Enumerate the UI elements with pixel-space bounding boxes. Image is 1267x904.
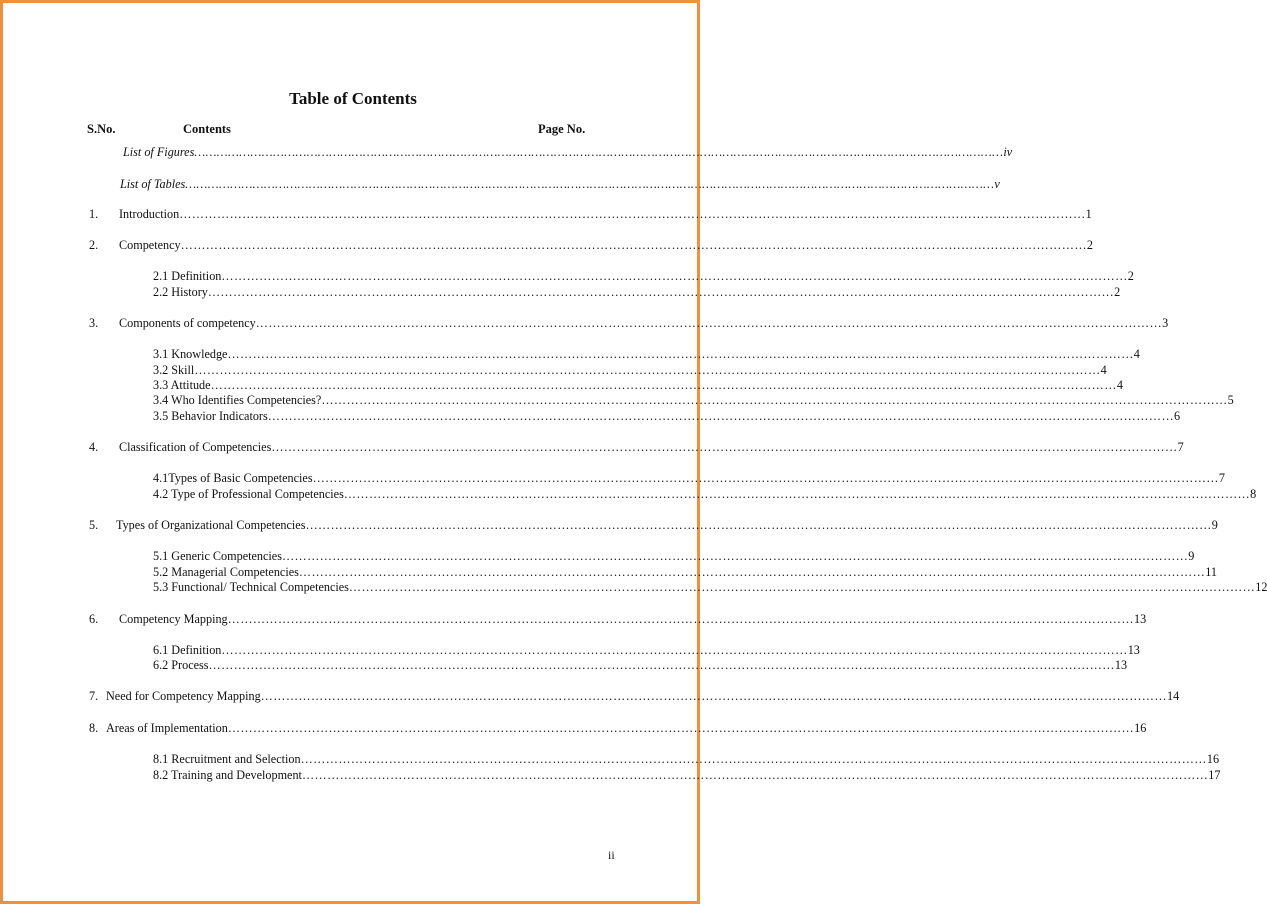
toc-entry-label: Types of Organizational Competencies — [116, 518, 306, 532]
toc-leader: ……………………………………………………………………………………………………………………………………………………………………………………………… — [343, 487, 1251, 501]
toc-entry-label: 4.2 Type of Professional Competencies — [153, 487, 344, 501]
toc-entry-5-3-functional[interactable] — [153, 580, 1267, 595]
toc-entry-6-1-definition[interactable] — [153, 643, 1140, 658]
toc-entry-label: Components of competency — [119, 316, 256, 330]
toc-section-number: 4. — [89, 440, 99, 454]
toc-leader: ……………………………………………………………………………………………………………………………………………………………………………………………… — [221, 643, 1128, 657]
toc-leader: ……………………………………………………………………………………………………………………………………………………………………………………………… — [185, 177, 995, 191]
toc-entry-page: 6 — [1174, 409, 1181, 423]
toc-section-number: 7. — [89, 689, 99, 703]
toc-entry-page: 9 — [1211, 518, 1218, 532]
toc-entry-4-2-professional[interactable] — [153, 487, 1257, 502]
toc-entry-page: 17 — [1208, 768, 1221, 782]
toc-leader: ……………………………………………………………………………………………………………………………………………………………………………………………… — [305, 518, 1212, 532]
toc-entry-list-of-tables[interactable] — [120, 177, 1000, 192]
header-sno: S.No. — [87, 122, 116, 136]
toc-entry-3-1-knowledge[interactable] — [153, 347, 1140, 362]
toc-entry-label: Need for Competency Mapping — [106, 689, 261, 703]
toc-leader: ……………………………………………………………………………………………………………………………………………………………………………………………… — [267, 409, 1175, 423]
toc-leader: ……………………………………………………………………………………………………………………………………………………………………………………………… — [221, 269, 1128, 283]
toc-leader: ……………………………………………………………………………………………………………………………………………………………………………………………… — [300, 752, 1207, 766]
toc-entry-label: Areas of Implementation — [106, 721, 228, 735]
toc-entry-page: 4 — [1133, 347, 1140, 361]
toc-entry-label: 2.1 Definition — [153, 269, 222, 283]
toc-entry-page: 16 — [1134, 721, 1147, 735]
toc-entry-5-2-managerial[interactable] — [153, 565, 1217, 580]
toc-entry-page: 4 — [1100, 363, 1107, 377]
toc-entry-8-2-training[interactable] — [153, 768, 1221, 783]
toc-entry-label: 4.1Types of Basic Competencies — [153, 471, 313, 485]
toc-entry-page: 9 — [1188, 549, 1195, 563]
toc-leader: ……………………………………………………………………………………………………………………………………………………………………………………………… — [271, 440, 1178, 454]
toc-leader: ……………………………………………………………………………………………………………………………………………………………………………………………… — [281, 549, 1189, 563]
toc-entry-page: 5 — [1227, 393, 1234, 407]
toc-entry-8-1-recruitment[interactable] — [153, 752, 1220, 767]
toc-entry-page: 13 — [1114, 658, 1128, 672]
toc-entry-label: List of Tables — [120, 177, 186, 191]
toc-leader: ……………………………………………………………………………………………………………………………………………………………………………………………… — [255, 316, 1163, 330]
toc-section-number: 5. — [89, 518, 99, 532]
toc-leader: ……………………………………………………………………………………………………………………………………………………………………………………………… — [260, 689, 1167, 703]
toc-entry-page: 2 — [1127, 269, 1134, 283]
toc-entry-page: 14 — [1166, 689, 1180, 703]
toc-entry-components-of-competency[interactable] — [119, 316, 1169, 331]
toc-entry-page: 12 — [1255, 580, 1267, 594]
toc-leader: ……………………………………………………………………………………………………………………………………………………………………………………………… — [348, 580, 1256, 594]
page-title: Table of Contents — [289, 89, 417, 108]
toc-section-number: 8. — [89, 721, 99, 735]
toc-leader: ……………………………………………………………………………………………………………………………………………………………………………………………… — [207, 285, 1115, 299]
toc-entry-page: 7 — [1218, 471, 1225, 485]
toc-entry-label: 3.5 Behavior Indicators — [153, 409, 268, 423]
toc-entry-page: 8 — [1250, 487, 1257, 501]
toc-leader: ……………………………………………………………………………………………………………………………………………………………………………………………… — [301, 768, 1209, 782]
toc-entry-2-1-definition[interactable] — [153, 269, 1134, 284]
toc-entry-label: List of Figures — [123, 145, 195, 159]
toc-entry-page: 2 — [1114, 285, 1121, 299]
toc-entry-introduction[interactable] — [119, 207, 1092, 222]
header-page-no: Page No. — [538, 122, 586, 136]
toc-entry-3-2-skill[interactable] — [153, 363, 1107, 378]
toc-leader: ……………………………………………………………………………………………………………………………………………………………………………………………… — [180, 238, 1087, 252]
toc-entry-label: Introduction — [119, 207, 180, 221]
toc-entry-4-1-basic[interactable] — [153, 471, 1225, 486]
toc-entry-5-1-generic[interactable] — [153, 549, 1195, 564]
toc-leader: ……………………………………………………………………………………………………………………………………………………………………………………………… — [227, 347, 1134, 361]
toc-entry-page: iv — [1003, 145, 1013, 159]
toc-entry-areas-of-implementation[interactable] — [106, 721, 1147, 736]
toc-entry-label: 8.1 Recruitment and Selection — [153, 752, 301, 766]
toc-entry-page: 7 — [1177, 440, 1184, 454]
toc-leader: ……………………………………………………………………………………………………………………………………………………………………………………………… — [210, 378, 1117, 392]
toc-entry-page: 2 — [1086, 238, 1094, 252]
toc-entry-page: 1 — [1085, 207, 1092, 221]
toc-entry-page: 13 — [1133, 612, 1147, 626]
toc-section-number: 2. — [89, 238, 99, 252]
toc-entry-need-for-mapping[interactable] — [106, 689, 1180, 704]
toc-leader: ……………………………………………………………………………………………………………………………………………………………………………………………… — [227, 612, 1134, 626]
toc-entry-list-of-figures[interactable] — [123, 145, 1013, 160]
toc-section-number: 6. — [89, 612, 99, 626]
toc-entry-competency[interactable] — [119, 238, 1094, 253]
toc-entry-label: 3.3 Attitude — [153, 378, 211, 392]
toc-entry-label: 5.2 Managerial Competencies — [153, 565, 299, 579]
toc-leader: ……………………………………………………………………………………………………………………………………………………………………………………………… — [208, 658, 1115, 672]
toc-entry-label: Classification of Competencies — [119, 440, 272, 454]
toc-section-number: 1. — [89, 207, 99, 221]
toc-entry-label: 8.2 Training and Development — [153, 768, 302, 782]
toc-section-number: 3. — [89, 316, 99, 330]
toc-entry-classification[interactable] — [119, 440, 1184, 455]
toc-entry-page: v — [994, 177, 1000, 191]
toc-entry-page: 13 — [1127, 643, 1140, 657]
toc-entry-label: 5.3 Functional/ Technical Competencies — [153, 580, 349, 594]
toc-leader: ……………………………………………………………………………………………………………………………………………………………………………………………… — [298, 565, 1206, 579]
toc-leader: ……………………………………………………………………………………………………………………………………………………………………………………………… — [179, 207, 1086, 221]
toc-entry-label: Competency Mapping — [119, 612, 228, 626]
toc-entry-page: 16 — [1206, 752, 1220, 766]
header-contents: Contents — [183, 122, 231, 136]
toc-leader: ……………………………………………………………………………………………………………………………………………………………………………………………… — [194, 363, 1101, 377]
toc-entry-page: 3 — [1162, 316, 1169, 330]
toc-entry-6-2-process[interactable] — [153, 658, 1128, 673]
toc-entry-label: Competency — [119, 238, 181, 252]
toc-entry-label: 2.2 History — [153, 285, 208, 299]
toc-leader: ……………………………………………………………………………………………………………………………………………………………………………………………… — [227, 721, 1135, 735]
toc-entry-page: 11 — [1205, 565, 1217, 579]
toc-entry-label: 6.2 Process — [153, 658, 209, 672]
toc-leader: ……………………………………………………………………………………………………………………………………………………………………………………………… — [194, 145, 1004, 159]
toc-entry-label: 5.1 Generic Competencies — [153, 549, 282, 563]
toc-entry-page: 4 — [1116, 378, 1123, 392]
toc-entry-label: 3.4 Who Identifies Competencies? — [153, 393, 322, 407]
toc-leader: ……………………………………………………………………………………………………………………………………………………………………………………………… — [312, 471, 1219, 485]
toc-entry-label: 6.1 Definition — [153, 643, 222, 657]
footer-page-number: ii — [608, 848, 615, 862]
toc-entry-2-2-history[interactable] — [153, 285, 1121, 300]
toc-entry-label: 3.1 Knowledge — [153, 347, 228, 361]
toc-entry-organizational[interactable] — [116, 518, 1218, 533]
toc-entry-label: 3.2 Skill — [153, 363, 195, 377]
toc-entry-3-4-who-identifies[interactable] — [153, 393, 1234, 408]
toc-entry-competency-mapping[interactable] — [119, 612, 1147, 627]
toc-entry-3-5-behavior-indicators[interactable] — [153, 409, 1181, 424]
toc-entry-3-3-attitude[interactable] — [153, 378, 1123, 393]
toc-leader: ……………………………………………………………………………………………………………………………………………………………………………………………… — [321, 393, 1228, 407]
